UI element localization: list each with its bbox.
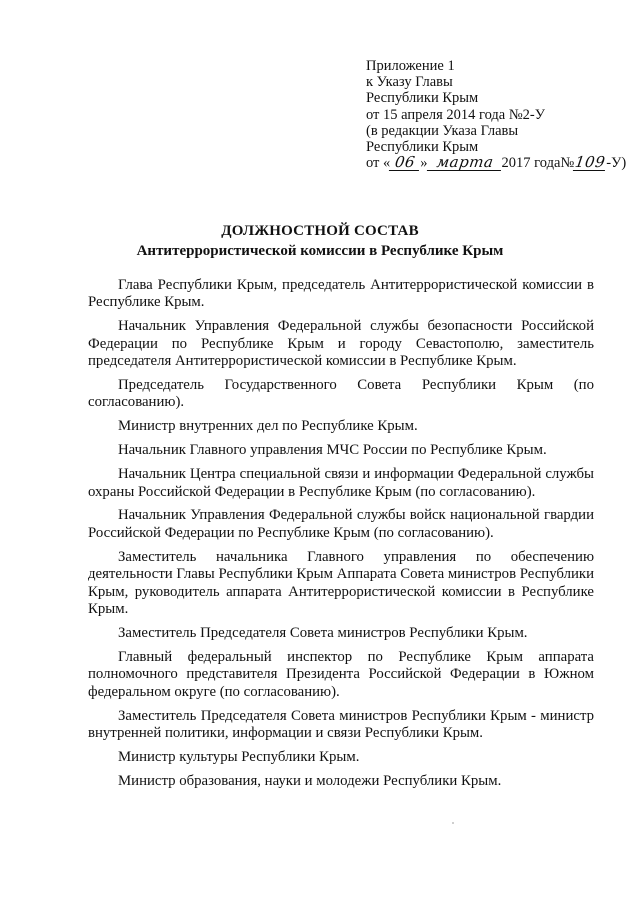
member-item: Министр образования, науки и молодежи Республики Крым. bbox=[118, 772, 502, 789]
member-item: Министр внутренних дел по Республике Крым. bbox=[118, 418, 418, 435]
date-year: 2017 года bbox=[501, 155, 561, 172]
amendment-date-line bbox=[366, 155, 626, 171]
member-item: Начальник Центра специальной связи и информации Федеральной службы охраны Российской Федерации в Республике Крым (по согласованию). bbox=[88, 466, 594, 500]
appendix-line-2: к Указу Главы bbox=[366, 74, 453, 91]
date-suffix: -У) bbox=[606, 155, 627, 172]
appendix-line-3: Республики Крым bbox=[366, 90, 479, 107]
appendix-line-4: от 15 апреля 2014 года №2-У bbox=[366, 106, 546, 123]
scan-speck bbox=[452, 822, 454, 824]
handwritten-month: марта bbox=[426, 155, 502, 171]
members-list bbox=[88, 277, 594, 797]
title-subtitle: Антитеррористической комиссии в Республике Крым bbox=[136, 243, 504, 259]
date-prefix: от « bbox=[366, 155, 391, 172]
handwritten-day: 06 bbox=[389, 155, 421, 171]
member-item: Начальник Главного управления МЧС России по Республике Крым. bbox=[118, 442, 547, 459]
member-item: Начальник Управления Федеральной службы безопасности Российской Федерации по Республике Крым и городу Севастополю, заместитель председателя Антитеррористической комиссии в Республике Крым. bbox=[88, 318, 594, 370]
appendix-line-6: Республики Крым bbox=[366, 139, 479, 156]
member-item: Министр культуры Республики Крым. bbox=[118, 748, 360, 765]
title-main: ДОЛЖНОСТНОЙ СОСТАВ bbox=[221, 223, 419, 239]
appendix-line-1: Приложение 1 bbox=[366, 58, 455, 74]
member-item: Заместитель Председателя Совета министров Республики Крым - министр внутренней политики, информации и связи Республики Крым. bbox=[88, 707, 594, 741]
handwritten-number: 109 bbox=[574, 153, 607, 172]
member-item: Глава Республики Крым, председатель Антитеррористической комиссии в Республике Крым. bbox=[88, 277, 594, 311]
number-sign: № bbox=[560, 155, 575, 172]
member-item: Заместитель Председателя Совета министров Республики Крым. bbox=[118, 624, 528, 641]
appendix-line-5: (в редакции Указа Главы bbox=[366, 122, 519, 139]
member-item: Начальник Управления Федеральной службы войск национальной гвардии Российской Федерации по Республике Крым (по согласованию). bbox=[88, 507, 594, 541]
member-item: Председатель Государственного Совета Республики Крым (по согласованию). bbox=[88, 377, 594, 411]
appendix-header bbox=[366, 58, 626, 171]
member-item: Заместитель начальника Главного управления по обеспечению деятельности Главы Республики Крым Аппарата Совета министров Республики Крым, руководитель аппарата Антитеррористической комиссии в Республике Крым. bbox=[88, 548, 594, 617]
date-close-quote: » bbox=[420, 155, 428, 172]
member-item: Главный федеральный инспектор по Республике Крым аппарата полномочного представителя Президента Российской Федерации в Южном федеральном округе (по согласованию). bbox=[88, 648, 594, 700]
document-title bbox=[0, 222, 640, 261]
